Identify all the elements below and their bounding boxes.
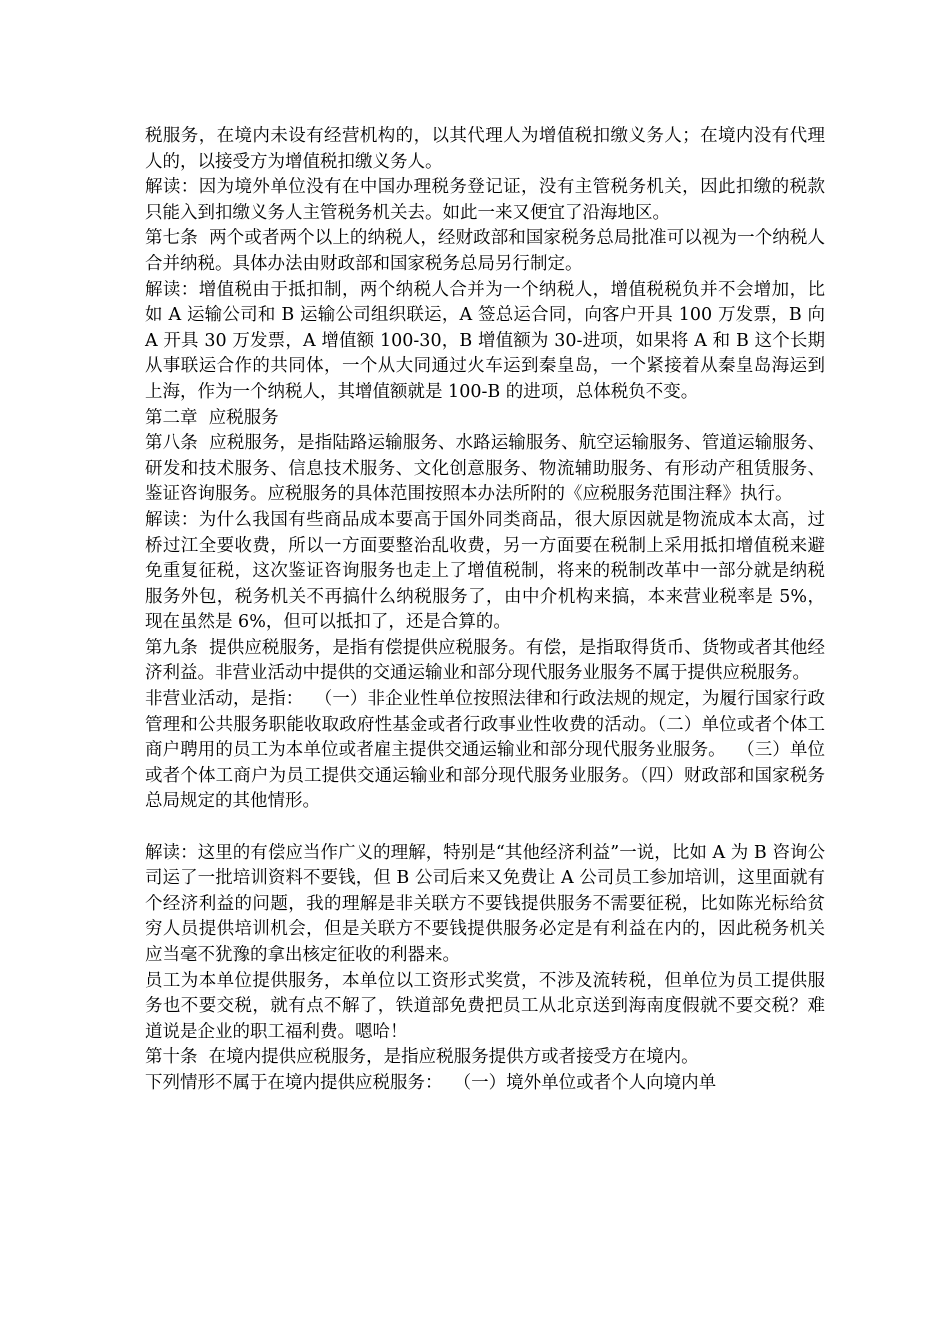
paragraph: 解读：增值税由于抵扣制，两个纳税人合并为一个纳税人，增值税税负并不会增加，比如 A 运输公司和 B 运输公司组织联运，A 签总运合同，向客户开具 100 万发票，B 向 A 开具 30 万发票，A 增值额 100-30，B 增值额为 30-进项，如果将 A 和 B 这个长期从事联运合作的共同体，一个从大同通过火车运到秦皇岛，一个紧接着从秦皇岛海运到上海，作为一个纳税人，其增值额就是 100-B 的进项，总体税负不变。 — [145, 279, 831, 402]
paragraph: 第八条 应税服务，是指陆路运输服务、水路运输服务、航空运输服务、管道运输服务、研发和技术服务、信息技术服务、文化创意服务、物流辅助服务、有形动产租赁服务、鉴证咨询服务。应税服务的具体范围按照本办法所附的《应税服务范围注释》执行。 — [145, 433, 825, 505]
paragraph: 解读：因为境外单位没有在中国办理税务登记证，没有主管税务机关，因此扣缴的税款只能入到扣缴义务人主管税务机关去。如此一来又便宜了沿海地区。 — [145, 177, 825, 223]
paragraph: 第十条 在境内提供应税服务，是指应税服务提供方或者接受方在境内。 — [145, 1047, 699, 1068]
chapter-heading: 第二章 应税服务 — [145, 407, 279, 428]
blank-line — [145, 815, 825, 841]
paragraph: 第九条 提供应税服务，是指有偿提供应税服务。有偿，是指取得货币、货物或者其他经济利益。非营业活动中提供的交通运输业和部分现代服务业服务不属于提供应税服务。 — [145, 637, 825, 684]
paragraph: 下列情形不属于在境内提供应税服务： （一）境外单位或者个人向境内单 — [145, 1072, 717, 1093]
paragraph: 解读：这里的有偿应当作广义的理解，特别是“其他经济利益”一说，比如 A 为 B 咨询公司运了一批培训资料不要钱，但 B 公司后来又免费让 A 公司员工参加培训，这里面就有个经济利益的问题，我的理解是非关联方不要钱提供服务不需要征税，比如陈光标给贫穷人员提供培训机会，但是关联方不要钱提供服务必定是有利益在内的，因此税务机关应当毫不犹豫的拿出核定征收的利器来。 — [145, 842, 825, 965]
paragraph: 非营业活动，是指： （一）非企业性单位按照法律和行政法规的规定，为履行国家行政管理和公共服务职能收取政府性基金或者行政事业性收费的活动。（二）单位或者个体工商户聘用的员工为本单位或者雇主提供交通运输业和部分现代服务业服务。 （三）单位或者个体工商户为员工提供交通运输业和部分现代服务业服务。（四）财政部和国家税务总局规定的其他情形。 — [145, 689, 825, 812]
paragraph: 解读：为什么我国有些商品成本要高于国外同类商品，很大原因就是物流成本太高，过桥过江全要收费，所以一方面要整治乱收费，另一方面要在税制上采用抵扣增值税来避免重复征税，这次鉴证咨询服务也走上了增值税制，将来的税制改革中一部分就是纳税服务外包，税务机关不再搞什么纳税服务了，由中介机构来搞，本来营业税率是 5%，现在虽然是 6%，但可以抵扣了，还是合算的。 — [145, 509, 825, 633]
paragraph: 员工为本单位提供服务，本单位以工资形式奖赏，不涉及流转税，但单位为员工提供服务也不要交税，就有点不解了，铁道部免费把员工从北京送到海南度假就不要交税？难道说是企业的职工福利费。嗯哈！ — [145, 970, 825, 1042]
document-page — [145, 124, 831, 1097]
paragraph: 税服务，在境内未设有经营机构的，以其代理人为增值税扣缴义务人；在境内没有代理人的，以接受方为增值税扣缴义务人。 — [145, 126, 825, 172]
paragraph: 第七条 两个或者两个以上的纳税人，经财政部和国家税务总局批准可以视为一个纳税人合并纳税。具体办法由财政部和国家税务总局另行制定。 — [145, 228, 825, 274]
